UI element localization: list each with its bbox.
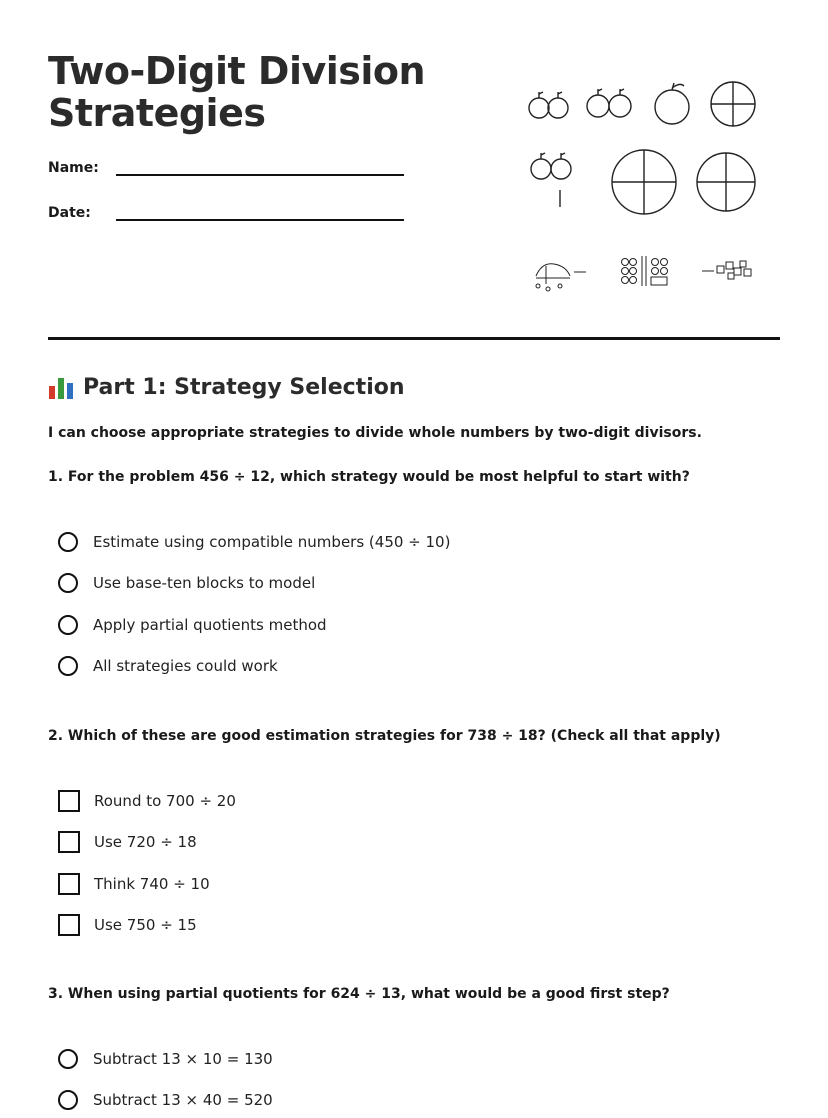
learning-objective: I can choose appropriate strategies to divide whole numbers by two-digit divisors. [48,425,702,441]
option-label: All strategies could work [93,657,278,675]
q2-option-1[interactable] [58,790,236,812]
question-1: 1. For the problem 456 ÷ 12, which strategy would be most helpful to start with? [48,469,690,485]
quartered-circle-icon [711,82,755,126]
q1-option-2[interactable] [58,573,315,593]
q2-option-3[interactable] [58,873,210,895]
header-divider [48,337,780,340]
q3-option-1[interactable] [58,1049,273,1069]
radio-button[interactable] [58,615,78,635]
checkbox[interactable] [58,790,80,812]
checkbox[interactable] [58,873,80,895]
radio-button[interactable] [58,656,78,676]
name-field [48,160,99,176]
date-label: Date: [48,205,91,221]
part1-heading-text: Part 1: Strategy Selection [83,374,405,400]
radio-button[interactable] [58,1049,78,1069]
option-label: Use base-ten blocks to model [93,574,316,592]
quartered-circle-icon [612,150,676,214]
q1-option-1[interactable] [58,532,450,552]
apple-pair-icon [587,89,631,117]
scattered-cubes-icon [702,261,751,279]
option-label: Estimate using compatible numbers (450 ÷ 10) [93,533,451,551]
option-label: Use 720 ÷ 18 [94,833,197,851]
option-label: Use 750 ÷ 15 [94,916,197,934]
q2-option-2[interactable] [58,831,197,853]
question-3: 3. When using partial quotients for 624 ÷ 13, what would be a good first step? [48,986,670,1002]
apple-icon [655,83,689,124]
quartered-circle-icon [697,153,755,211]
radio-button[interactable] [58,1090,78,1110]
option-label: Apply partial quotients method [93,616,327,634]
apple-pair-icon [529,92,568,118]
part1-heading [48,374,405,400]
name-label: Name: [48,160,99,176]
checkbox[interactable] [58,914,80,936]
bar-chart-icon [48,374,74,400]
question-2: 2. Which of these are good estimation strategies for 738 ÷ 18? (Check all that apply) [48,728,721,744]
q2-option-4[interactable] [58,914,197,936]
date-field [48,205,91,221]
checkbox[interactable] [58,831,80,853]
counters-doodle-icon [536,264,586,291]
option-label: Subtract 13 × 10 = 130 [93,1050,273,1068]
apple-pair-icon [531,153,571,207]
q1-option-3[interactable] [58,615,327,635]
radio-button[interactable] [58,532,78,552]
tally-blocks-icon [622,256,668,286]
q3-option-2[interactable] [58,1090,273,1110]
division-illustration [522,80,772,310]
option-label: Round to 700 ÷ 20 [94,792,236,810]
worksheet-title: Two-Digit Division Strategies [48,49,426,135]
name-input-line[interactable] [116,174,404,176]
radio-button[interactable] [58,573,78,593]
q1-option-4[interactable] [58,656,278,676]
option-label: Subtract 13 × 40 = 520 [93,1091,273,1109]
date-input-line[interactable] [116,219,404,221]
option-label: Think 740 ÷ 10 [94,875,210,893]
